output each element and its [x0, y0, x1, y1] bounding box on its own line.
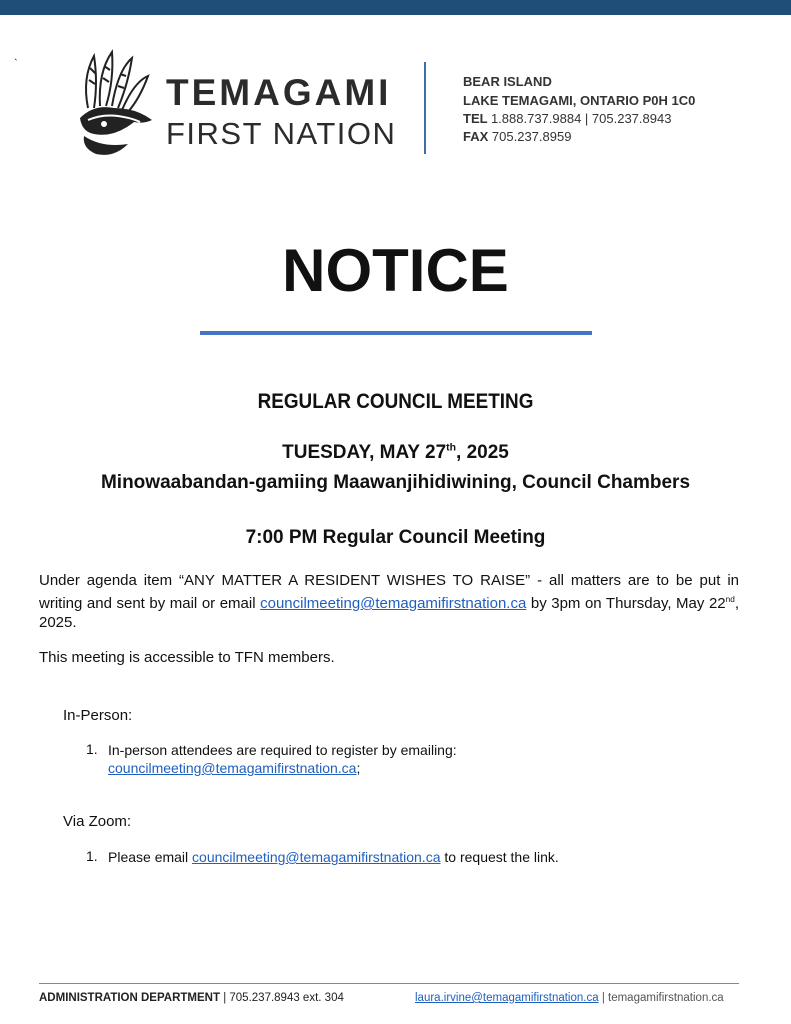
accessibility-paragraph: This meeting is accessible to TFN members. [39, 649, 335, 666]
meeting-time: 7:00 PM Regular Council Meeting [245, 527, 546, 548]
notice-title: NOTICE [282, 237, 509, 304]
council-email-link[interactable]: councilmeeting@temagamifirstnation.ca [260, 595, 527, 612]
in-person-suffix: ; [356, 760, 361, 776]
footer-department [39, 992, 344, 1004]
in-person-item [108, 741, 457, 777]
footer-email-link[interactable]: laura.irvine@temagamifirstnation.ca [415, 992, 599, 1004]
tel-label: TEL [463, 111, 488, 126]
in-person-label: In-Person: [63, 707, 133, 724]
footer-dept-name: ADMINISTRATION DEPARTMENT [39, 992, 221, 1004]
date-sup: th [446, 442, 457, 454]
zoom-email-link[interactable]: councilmeeting@temagamifirstnation.ca [192, 849, 441, 865]
title-rule [200, 331, 592, 335]
meeting-location: Minowaabandan-gamiing Maawanjihidiwining, Council Chambers [100, 472, 691, 493]
tel-value: 1.888.737.9884 | 705.237.8943 [490, 111, 672, 126]
footer-site: | temagamifirstnation.ca [598, 992, 724, 1004]
temagami-first-nation-logo-icon [74, 48, 156, 160]
footer-rule [39, 983, 739, 984]
fax-label: FAX [463, 129, 489, 144]
zoom-text-a: Please email [108, 849, 193, 865]
fax-value: 705.237.8959 [491, 129, 572, 144]
top-bar [0, 0, 791, 15]
date-post: , 2025 [456, 442, 509, 463]
para1-c: , 2025. [39, 595, 739, 631]
in-person-number: 1. [86, 741, 98, 757]
org-name-line2: FIRST NATION [166, 116, 397, 151]
in-person-text: In-person attendees are required to register by emailing: [108, 742, 457, 758]
fax-line [463, 129, 571, 144]
para1-b: by 3pm on Thursday, May 22 [526, 595, 726, 612]
footer-contact [415, 992, 724, 1004]
zoom-text-b: to request the link. [440, 849, 559, 865]
tel-line [463, 111, 671, 126]
in-person-email-link[interactable]: councilmeeting@temagamifirstnation.ca [108, 760, 357, 776]
para1-a: Under agenda item “ANY MATTER A RESIDENT WISHES TO RAISE” - all matters are to be put in writing and sent by mail or email [39, 572, 739, 612]
stray-mark: ` [14, 58, 18, 70]
date-pre: TUESDAY, MAY 27 [282, 442, 447, 463]
address-line2: LAKE TEMAGAMI, ONTARIO P0H 1C0 [463, 93, 696, 108]
footer-dept-phone: | 705.237.8943 ext. 304 [220, 992, 344, 1004]
zoom-label: Via Zoom: [63, 813, 132, 830]
zoom-number: 1. [86, 848, 98, 864]
zoom-item [108, 848, 559, 866]
meeting-date [0, 442, 791, 464]
address-line1: BEAR ISLAND [463, 74, 552, 89]
para1-sup: nd [725, 595, 735, 604]
meeting-title: REGULAR COUNCIL MEETING [257, 390, 534, 413]
org-name-line1: TEMAGAMI [166, 72, 392, 113]
agenda-paragraph [39, 571, 739, 632]
header-divider [424, 62, 426, 154]
